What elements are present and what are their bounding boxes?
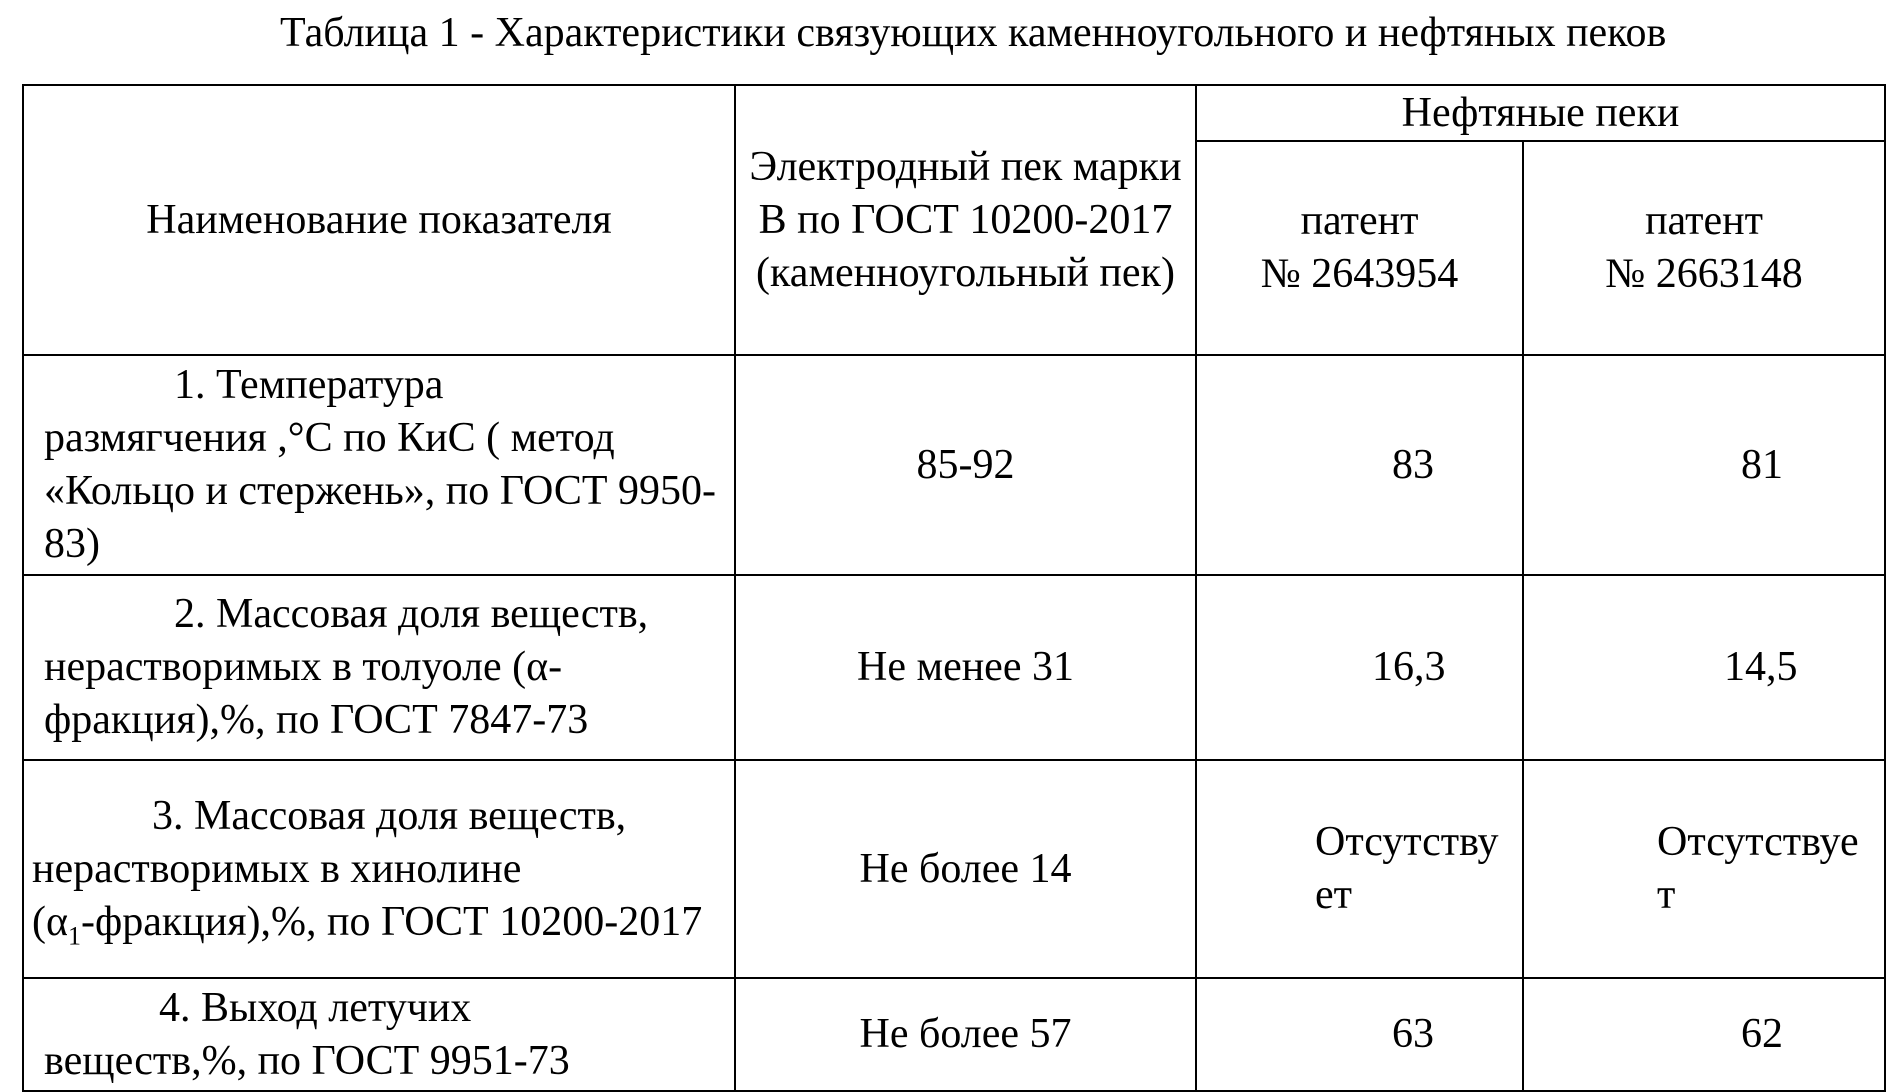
row-3-patent-1: Отсутствует	[1196, 760, 1523, 978]
row-1-name	[23, 355, 735, 575]
header-param-name: Наименование показателя	[23, 85, 735, 355]
row-4-name	[23, 978, 735, 1091]
header-patent-2	[1523, 141, 1885, 355]
row-3-patent-2: Отсутствует	[1523, 760, 1885, 978]
row-3-coal: Не более 14	[735, 760, 1196, 978]
row-2-patent-2: 14,5	[1523, 575, 1885, 760]
table-row	[23, 760, 1885, 978]
header-petroleum-pitches: Нефтяные пеки	[1196, 85, 1885, 141]
header-row	[23, 85, 1885, 141]
characteristics-table	[22, 84, 1886, 1092]
patent-2-label: патент	[1645, 198, 1763, 244]
patent-1-label: патент	[1300, 198, 1419, 244]
patent-1-number: № 2643954	[1260, 251, 1459, 297]
row-4-name-first: 4. Выход летучих	[159, 984, 472, 1031]
row-4-patent-2: 62	[1523, 978, 1885, 1091]
row-2-name	[23, 575, 735, 760]
row-1-name-first: 1. Температура	[174, 362, 444, 408]
header-electrode-pitch: Электродный пек марки В по ГОСТ 10200-2017 (каменноугольный пек)	[735, 85, 1196, 355]
table-caption: Таблица 1 - Характеристики связующих каменноугольного и нефтяных пеков	[280, 10, 1667, 56]
row-3-name-mid: нерастворимых в хинолине	[32, 845, 522, 892]
row-2-patent-1: 16,3	[1196, 575, 1523, 760]
row-3-name	[23, 760, 735, 978]
row-1-coal: 85-92	[735, 355, 1196, 575]
row-4-coal: Не более 57	[735, 978, 1196, 1091]
header-patent-1	[1196, 141, 1523, 355]
row-3-name-first: 3. Массовая доля веществ,	[152, 792, 627, 839]
row-1-patent-2: 81	[1523, 355, 1885, 575]
row-3-name-sub: 1	[68, 920, 81, 950]
row-2-name-first: 2. Массовая доля веществ,	[174, 591, 649, 637]
row-1-patent-1: 83	[1196, 355, 1523, 575]
row-4-name-rest: веществ,%, по ГОСТ 9951-73	[44, 1037, 570, 1084]
row-4-patent-1: 63	[1196, 978, 1523, 1091]
table-row	[23, 978, 1885, 1091]
row-1-name-rest: размягчения ,°С по КиС ( метод «Кольцо и стержень», по ГОСТ 9950-83)	[44, 415, 717, 567]
row-2-name-rest: нерастворимых в толуоле (α-фракция),%, по ГОСТ 7847-73	[44, 644, 589, 743]
row-2-coal: Не менее 31	[735, 575, 1196, 760]
row-3-name-pre-sub: (α	[32, 898, 68, 945]
table-row	[23, 355, 1885, 575]
table-row	[23, 575, 1885, 760]
patent-2-number: № 2663148	[1605, 251, 1803, 297]
row-3-name-post-sub: -фракция),%, по ГОСТ 10200-2017	[81, 898, 703, 945]
